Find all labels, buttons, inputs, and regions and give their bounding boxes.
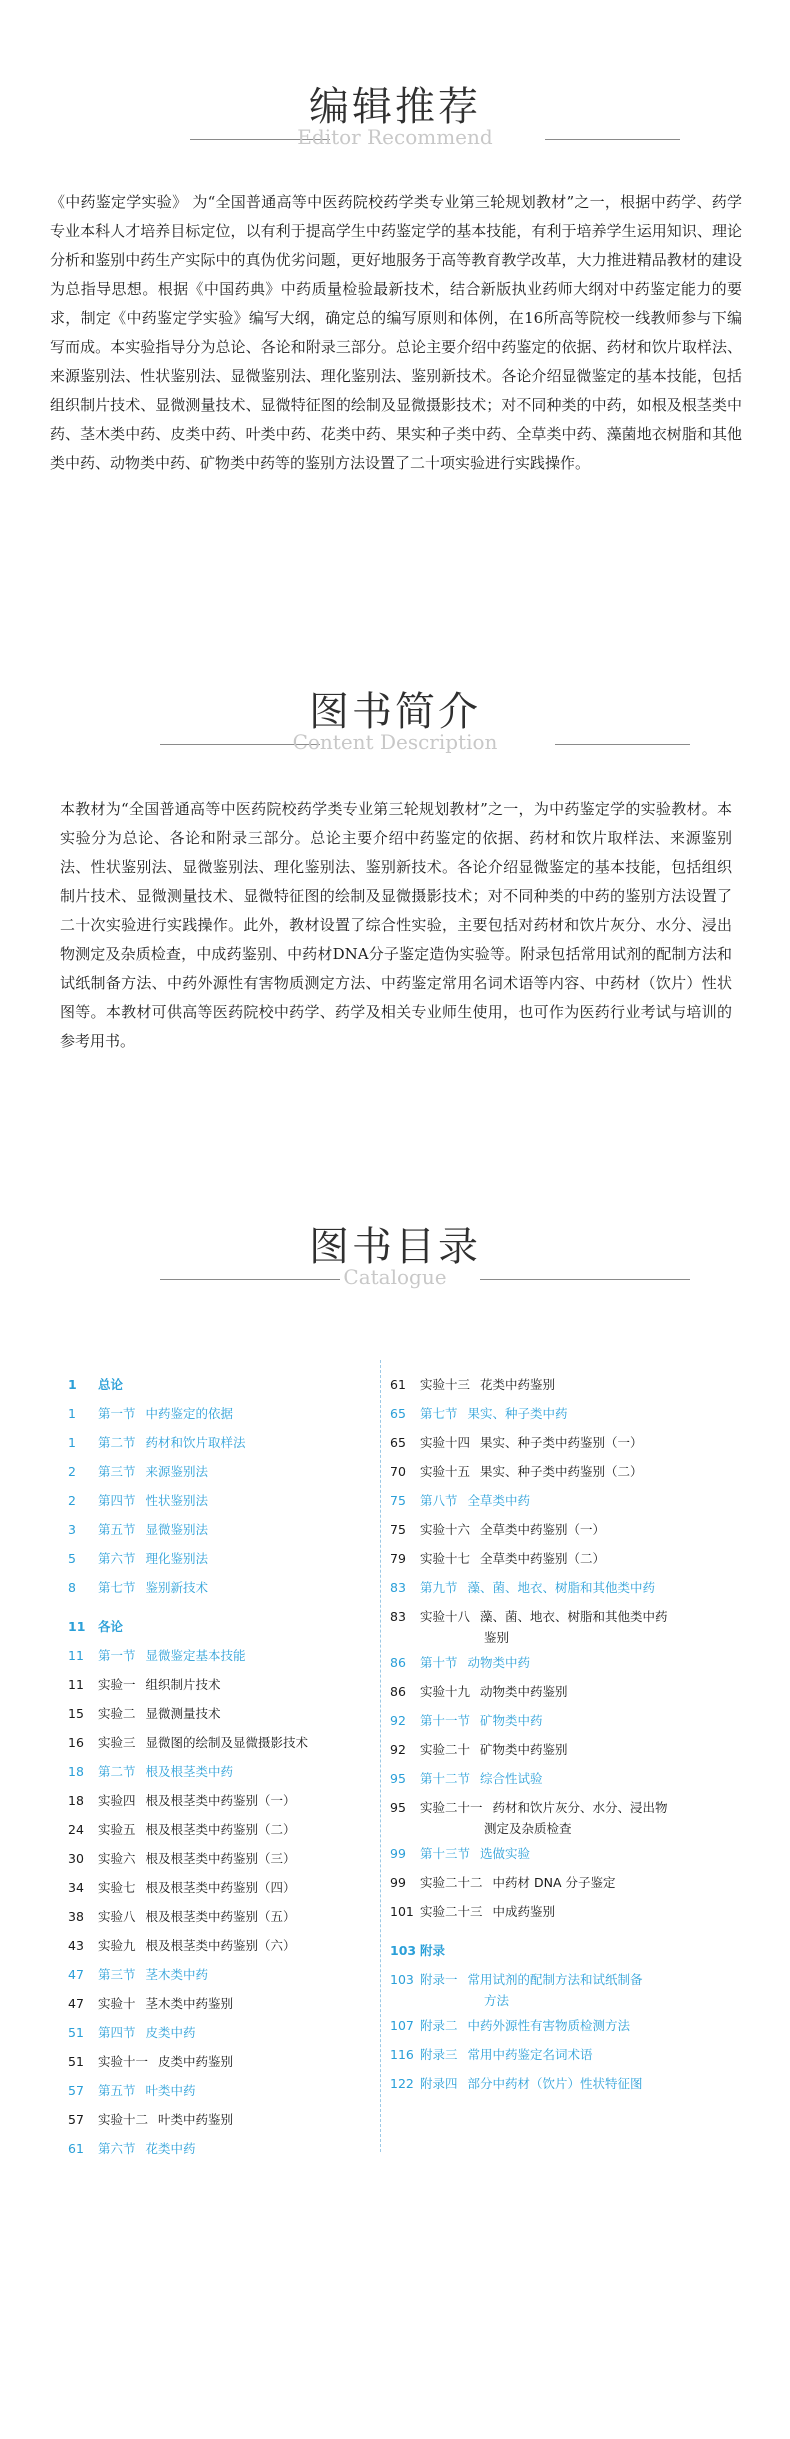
catalogue-page-number: 86 <box>390 1684 406 1699</box>
catalogue-entry-label: 第四节 <box>98 1493 136 1508</box>
editor-subtitle: Editor Recommend <box>297 125 493 149</box>
catalogue-page-number: 24 <box>68 1822 84 1837</box>
catalogue-entry[interactable] <box>68 1612 373 1641</box>
catalogue-left-column <box>68 1370 373 2163</box>
catalogue-entry[interactable] <box>68 2076 373 2105</box>
catalogue-entry[interactable] <box>390 1602 725 1648</box>
catalogue-column-divider <box>380 1360 381 2152</box>
catalogue-page-number: 95 <box>390 1800 406 1815</box>
catalogue-page-number: 11 <box>68 1619 86 1634</box>
catalogue-entry-title: 矿物类中药鉴别 <box>480 1742 568 1757</box>
catalogue-page-number: 47 <box>68 1996 84 2011</box>
catalogue-page-number: 1 <box>68 1435 76 1450</box>
catalogue-entry-label: 第四节 <box>98 2025 136 2040</box>
catalogue-entry-label: 实验十三 <box>420 1377 471 1392</box>
catalogue-entry-label: 实验十七 <box>420 1551 471 1566</box>
catalogue-entry-label: 实验三 <box>98 1735 136 1750</box>
catalogue-entry[interactable] <box>390 2011 725 2040</box>
catalogue-page-number: 18 <box>68 1764 84 1779</box>
catalogue-page-number: 101 <box>390 1904 414 1919</box>
catalogue-gap <box>390 1926 725 1936</box>
catalogue-gap <box>68 1602 373 1612</box>
catalogue-entry-label: 各论 <box>98 1619 124 1634</box>
catalogue-page-number: 38 <box>68 1909 84 1924</box>
catalogue-right-column <box>390 1370 725 2098</box>
catalogue-entry-label: 第七节 <box>98 1580 136 1595</box>
catalogue-entry[interactable] <box>68 1786 373 1815</box>
catalogue-entry[interactable] <box>390 1965 725 2011</box>
catalogue-entry-label: 实验七 <box>98 1880 136 1895</box>
catalogue-entry[interactable] <box>68 1960 373 1989</box>
catalogue-entry-title: 显微图的绘制及显微摄影技术 <box>145 1735 309 1750</box>
catalogue-entry[interactable] <box>390 1515 725 1544</box>
catalogue-section-header <box>0 1215 790 1295</box>
catalogue-page-number: 83 <box>390 1580 406 1595</box>
catalogue-entry[interactable] <box>68 1699 373 1728</box>
catalogue-entry-label: 第十二节 <box>420 1771 471 1786</box>
catalogue-entry-label: 实验十八 <box>420 1609 471 1624</box>
catalogue-page-number: 99 <box>390 1846 406 1861</box>
catalogue-entry-label: 实验十二 <box>98 2112 149 2127</box>
catalogue-page-number: 70 <box>390 1464 406 1479</box>
catalogue-subtitle: Catalogue <box>343 1265 447 1289</box>
catalogue-page-number: 57 <box>68 2112 84 2127</box>
catalogue-entry[interactable] <box>390 1839 725 1868</box>
catalogue-entry-label: 实验十六 <box>420 1522 471 1537</box>
catalogue-entry-title: 部分中药材（饮片）性状特征图 <box>467 2076 643 2091</box>
catalogue-entry-label: 实验十四 <box>420 1435 471 1450</box>
catalogue-entry-label: 附录二 <box>420 2018 458 2033</box>
catalogue-entry-title: 中药鉴定的依据 <box>145 1406 234 1421</box>
catalogue-entry-title: 果实、种子类中药鉴别（一） <box>480 1435 643 1450</box>
catalogue-page-number: 11 <box>68 1648 84 1663</box>
content-section-header <box>0 680 790 760</box>
catalogue-entry-title: 常用中药鉴定名词术语 <box>467 2047 593 2062</box>
catalogue-page-number: 11 <box>68 1677 84 1692</box>
catalogue-entry-title: 根及根茎类中药鉴别（四） <box>145 1880 296 1895</box>
catalogue-entry[interactable] <box>390 1868 725 1897</box>
catalogue-entry-title: 藻、菌、地衣、树脂和其他类中药 <box>467 1580 656 1595</box>
catalogue-entry[interactable] <box>68 1815 373 1844</box>
editor-divider-right <box>545 139 680 140</box>
catalogue-entry[interactable] <box>390 1399 725 1428</box>
catalogue-page-number: 95 <box>390 1771 406 1786</box>
catalogue-page-number: 51 <box>68 2054 84 2069</box>
catalogue-page-number: 99 <box>390 1875 406 1890</box>
catalogue-page-number: 1 <box>68 1377 77 1392</box>
content-subtitle: Content Description <box>292 730 498 754</box>
catalogue-entry-title: 鉴别新技术 <box>145 1580 209 1595</box>
catalogue-page-number: 107 <box>390 2018 414 2033</box>
catalogue-title: 图书目录 <box>309 1224 481 1270</box>
catalogue-entry-title-continued: 测定及杂质检查 <box>484 1821 572 1836</box>
catalogue-entry[interactable] <box>68 2134 373 2163</box>
catalogue-entry-title: 综合性试验 <box>480 1771 543 1786</box>
catalogue-entry[interactable] <box>68 1370 373 1399</box>
catalogue-entry-label: 实验四 <box>98 1793 136 1808</box>
editor-section-header <box>0 75 790 155</box>
catalogue-page-number: 18 <box>68 1793 84 1808</box>
catalogue-entry[interactable] <box>68 1544 373 1573</box>
catalogue-entry-title: 藻、菌、地衣、树脂和其他类中药 <box>480 1609 668 1624</box>
catalogue-entry-title: 茎木类中药鉴别 <box>145 1996 234 2011</box>
catalogue-entry-label: 第二节 <box>98 1435 136 1450</box>
catalogue-entry[interactable] <box>390 1486 725 1515</box>
catalogue-entry-label: 实验五 <box>98 1822 136 1837</box>
catalogue-entry[interactable] <box>390 1457 725 1486</box>
catalogue-entry[interactable] <box>390 1764 725 1793</box>
catalogue-entry-label: 第七节 <box>420 1406 458 1421</box>
catalogue-entry[interactable] <box>390 2040 725 2069</box>
catalogue-entry[interactable] <box>390 1370 725 1399</box>
catalogue-entry[interactable] <box>68 2105 373 2134</box>
catalogue-entry-label: 实验十 <box>98 1996 136 2011</box>
catalogue-entry-title: 常用试剂的配制方法和试纸制备 <box>467 1972 643 1987</box>
catalogue-entry-label: 附录 <box>420 1943 446 1958</box>
catalogue-page-number: 86 <box>390 1655 406 1670</box>
catalogue-entry-label: 第六节 <box>98 1551 136 1566</box>
catalogue-entry-title: 茎木类中药 <box>145 1967 209 1982</box>
catalogue-entry-label: 第五节 <box>98 1522 136 1537</box>
catalogue-page-number: 47 <box>68 1967 84 1982</box>
catalogue-page-number: 103 <box>390 1943 417 1958</box>
catalogue-page-number: 15 <box>68 1706 84 1721</box>
catalogue-entry-title: 显微鉴定基本技能 <box>145 1648 246 1663</box>
catalogue-entry-label: 第十一节 <box>420 1713 471 1728</box>
catalogue-page-number: 116 <box>390 2047 414 2062</box>
catalogue-page-number: 92 <box>390 1713 406 1728</box>
catalogue-entry-title: 全草类中药 <box>467 1493 531 1508</box>
catalogue-entry[interactable] <box>68 1844 373 1873</box>
catalogue-entry-title: 皮类中药鉴别 <box>158 2054 234 2069</box>
catalogue-entry-label: 实验二十一 <box>420 1800 483 1815</box>
catalogue-entry-title: 动物类中药鉴别 <box>480 1684 568 1699</box>
catalogue-page-number: 75 <box>390 1522 406 1537</box>
catalogue-entry-title: 叶类中药 <box>145 2083 196 2098</box>
catalogue-entry[interactable] <box>68 1457 373 1486</box>
catalogue-entry[interactable] <box>68 1486 373 1515</box>
catalogue-entry-title-continued: 方法 <box>484 1993 510 2008</box>
catalogue-entry-title: 来源鉴别法 <box>145 1464 209 1479</box>
catalogue-page-number: 2 <box>68 1493 76 1508</box>
catalogue-page-number: 34 <box>68 1880 84 1895</box>
catalogue-entry-title: 药材和饮片灰分、水分、浸出物 <box>492 1800 668 1815</box>
catalogue-entry[interactable] <box>68 1573 373 1602</box>
catalogue-entry-label: 实验九 <box>98 1938 136 1953</box>
catalogue-entry[interactable] <box>68 1873 373 1902</box>
catalogue-entry-label: 实验十五 <box>420 1464 471 1479</box>
catalogue-entry-title: 皮类中药 <box>145 2025 196 2040</box>
editor-title: 编辑推荐 <box>309 84 481 130</box>
catalogue-entry-label: 实验十一 <box>98 2054 149 2069</box>
catalogue-entry[interactable] <box>390 1428 725 1457</box>
catalogue-entry-title: 显微测量技术 <box>145 1706 221 1721</box>
catalogue-entry-label: 第二节 <box>98 1764 136 1779</box>
catalogue-entry[interactable] <box>68 1641 373 1670</box>
catalogue-entry[interactable] <box>68 1757 373 1786</box>
catalogue-entry-label: 第一节 <box>98 1406 136 1421</box>
catalogue-entry-label: 总论 <box>98 1377 124 1392</box>
catalogue-entry-label: 第九节 <box>420 1580 458 1595</box>
catalogue-entry[interactable] <box>68 1515 373 1544</box>
catalogue-entry-label: 实验二十三 <box>420 1904 483 1919</box>
catalogue-entry-title: 选做实验 <box>480 1846 531 1861</box>
catalogue-entry[interactable] <box>390 1936 725 1965</box>
catalogue-entry-title: 全草类中药鉴别（二） <box>480 1551 606 1566</box>
catalogue-entry[interactable] <box>68 1399 373 1428</box>
catalogue-page-number: 92 <box>390 1742 406 1757</box>
catalogue-page-number: 57 <box>68 2083 84 2098</box>
catalogue-entry[interactable] <box>390 1677 725 1706</box>
catalogue-page-number: 43 <box>68 1938 84 1953</box>
content-title: 图书简介 <box>309 689 481 735</box>
catalogue-entry[interactable] <box>68 1670 373 1699</box>
catalogue-entry-title: 中药外源性有害物质检测方法 <box>467 2018 631 2033</box>
catalogue-entry[interactable] <box>390 1544 725 1573</box>
catalogue-entry-title: 全草类中药鉴别（一） <box>480 1522 606 1537</box>
catalogue-page-number: 103 <box>390 1972 414 1987</box>
catalogue-entry-title: 中成药鉴别 <box>492 1904 556 1919</box>
catalogue-entry[interactable] <box>390 1706 725 1735</box>
catalogue-entry-label: 实验二 <box>98 1706 136 1721</box>
catalogue-entry[interactable] <box>390 1897 725 1926</box>
catalogue-entry[interactable] <box>68 1989 373 2018</box>
catalogue-entry-title: 中药材 DNA 分子鉴定 <box>492 1875 616 1890</box>
catalogue-entry-title: 显微鉴别法 <box>145 1522 209 1537</box>
catalogue-entry[interactable] <box>390 1573 725 1602</box>
catalogue-entry-label: 实验十九 <box>420 1684 471 1699</box>
catalogue-entry-label: 实验六 <box>98 1851 136 1866</box>
catalogue-entry-label: 第十三节 <box>420 1846 471 1861</box>
catalogue-entry-label: 第一节 <box>98 1648 136 1663</box>
catalogue-entry-label: 第三节 <box>98 1967 136 1982</box>
catalogue-entry-title: 果实、种子类中药 <box>467 1406 568 1421</box>
catalogue-entry-label: 第八节 <box>420 1493 458 1508</box>
catalogue-entry[interactable] <box>68 1428 373 1457</box>
catalogue-entry[interactable] <box>390 1648 725 1677</box>
catalogue-entry-title: 果实、种子类中药鉴别（二） <box>480 1464 643 1479</box>
catalogue-entry-label: 附录三 <box>420 2047 458 2062</box>
catalogue-entry[interactable] <box>390 1793 725 1839</box>
catalogue-entry-label: 附录四 <box>420 2076 458 2091</box>
catalogue-page-number: 65 <box>390 1406 406 1421</box>
catalogue-entry-title: 药材和饮片取样法 <box>145 1435 246 1450</box>
catalogue-page-number: 8 <box>68 1580 76 1595</box>
catalogue-page-number: 65 <box>390 1435 406 1450</box>
catalogue-page-number: 79 <box>390 1551 406 1566</box>
catalogue-entry-title: 动物类中药 <box>467 1655 531 1670</box>
catalogue-entry[interactable] <box>390 2069 725 2098</box>
catalogue-entry-label: 实验二十二 <box>420 1875 483 1890</box>
catalogue-page-number: 2 <box>68 1464 76 1479</box>
catalogue-entry-label: 实验二十 <box>420 1742 471 1757</box>
catalogue-entry-title: 性状鉴别法 <box>145 1493 209 1508</box>
catalogue-entry-label: 实验一 <box>98 1677 136 1692</box>
catalogue-entry[interactable] <box>390 1735 725 1764</box>
catalogue-entry-label: 实验八 <box>98 1909 136 1924</box>
catalogue-page-number: 61 <box>68 2141 84 2156</box>
catalogue-entry-title-continued: 鉴别 <box>484 1630 510 1645</box>
catalogue-divider-right <box>480 1279 690 1280</box>
catalogue-entry-title: 矿物类中药 <box>480 1713 543 1728</box>
catalogue-entry[interactable] <box>68 2018 373 2047</box>
catalogue-entry-title: 理化鉴别法 <box>145 1551 209 1566</box>
catalogue-entry[interactable] <box>68 2047 373 2076</box>
catalogue-entry-label: 第十节 <box>420 1655 458 1670</box>
catalogue-entry-title: 组织制片技术 <box>145 1677 221 1692</box>
content-paragraph: 本教材为“全国普通高等中医药院校药学类专业第三轮规划教材”之一，为中药鉴定学的实验教材。本实验分为总论、各论和附录三部分。总论主要介绍中药鉴定的依据、药材和饮片取样法、来源鉴别法、性状鉴别法、显微鉴别法、理化鉴别法、鉴别新技术。各论介绍显微鉴定的基本技能，包括组织制片技术、显微测量技术、显微特征图的绘制及显微摄影技术；对不同种类的中药的鉴别方法设置了二十次实验进行实践操作。此外，教材设置了综合性实验，主要包括对药材和饮片灰分、水分、浸出物测定及杂质检查，中成药鉴别、中药材DNA分子鉴定造伪实验等。附录包括常用试剂的配制方法和试纸制备方法、中药外源性有害物质测定方法、中药鉴定常用名词术语等内容、中药材（饮片）性状图等。本教材可供高等医药院校中药学、药学及相关专业师生使用，也可作为医药行业考试与培训的参考用书。 <box>60 800 732 1050</box>
catalogue-entry-title: 花类中药 <box>145 2141 196 2156</box>
catalogue-page-number: 1 <box>68 1406 76 1421</box>
catalogue-entry-label: 第五节 <box>98 2083 136 2098</box>
catalogue-page-number: 83 <box>390 1609 406 1624</box>
catalogue-entry-title: 叶类中药鉴别 <box>158 2112 234 2127</box>
catalogue-page-number: 5 <box>68 1551 76 1566</box>
content-divider-right <box>555 744 690 745</box>
catalogue-entry-title: 根及根茎类中药鉴别（六） <box>145 1938 296 1953</box>
catalogue-page-number: 30 <box>68 1851 84 1866</box>
catalogue-page-number: 75 <box>390 1493 406 1508</box>
editor-paragraph: 《中药鉴定学实验》 为“全国普通高等中医药院校药学类专业第三轮规划教材”之一，根据中药学、药学专业本科人才培养目标定位，以有利于提高学生中药鉴定学的基本技能，有利于培养学生运用知识、理论分析和鉴别中药生产实际中的真伪优劣问题，更好地服务于高等教育教学改革，大力推进精品教材的建设为总指导思想。根据《中国药典》中药质量检验最新技术，结合新版执业药师大纲对中药鉴定能力的要求，制定《中药鉴定学实验》编写大纲，确定总的编写原则和体例，在16所高等院校一线教师参与下编写而成。本实验指导分为总论、各论和附录三部分。总论主要介绍中药鉴定的依据、药材和饮片取样法、来源鉴别法、性状鉴别法、显微鉴别法、理化鉴别法、鉴别新技术。各论介绍显微鉴定的基本技能，包括组织制片技术、显微测量技术、显微特征图的绘制及显微摄影技术；对不同种类的中药，如根及根茎类中药、茎木类中药、皮类中药、叶类中药、花类中药、果实种子类中药、全草类中药、藻菌地衣树脂和其他类中药、动物类中药、矿物类中药等的鉴别方法设置了二十项实验进行实践操作。 <box>50 193 742 472</box>
catalogue-entry[interactable] <box>68 1931 373 1960</box>
catalogue-entry-label: 第六节 <box>98 2141 136 2156</box>
catalogue-entry-label: 第三节 <box>98 1464 136 1479</box>
catalogue-page-number: 51 <box>68 2025 84 2040</box>
catalogue-page-number: 61 <box>390 1377 406 1392</box>
catalogue-entry-title: 根及根茎类中药鉴别（三） <box>145 1851 296 1866</box>
catalogue-page-number: 3 <box>68 1522 76 1537</box>
catalogue-page-number: 16 <box>68 1735 84 1750</box>
catalogue-page-number: 122 <box>390 2076 414 2091</box>
catalogue-entry-title: 根及根茎类中药鉴别（五） <box>145 1909 296 1924</box>
catalogue-entry[interactable] <box>68 1902 373 1931</box>
catalogue-entry-title: 根及根茎类中药鉴别（一） <box>145 1793 296 1808</box>
catalogue-entry-title: 根及根茎类中药 <box>145 1764 234 1779</box>
catalogue-entry-label: 附录一 <box>420 1972 458 1987</box>
catalogue-entry[interactable] <box>68 1728 373 1757</box>
catalogue-entry-title: 花类中药鉴别 <box>480 1377 556 1392</box>
catalogue-entry-title: 根及根茎类中药鉴别（二） <box>145 1822 296 1837</box>
